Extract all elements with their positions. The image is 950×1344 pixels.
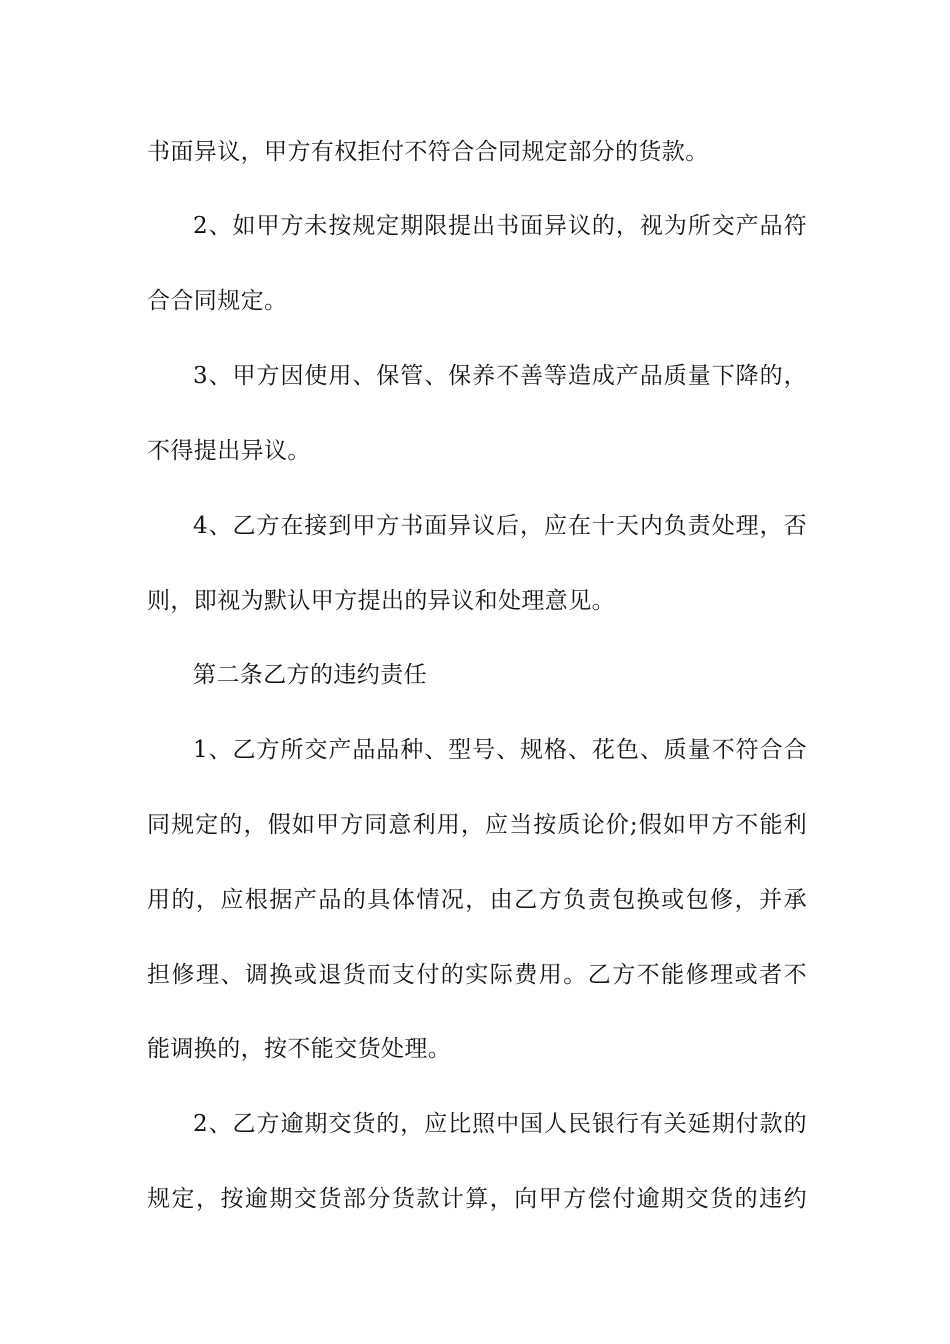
text-line: 担修理、调换或退货而支付的实际费用。乙方不能修理或者不	[147, 962, 807, 988]
section-heading: 第二条乙方的违约责任	[193, 662, 427, 688]
text-line: 则，即视为默认甲方提出的异议和处理意见。	[147, 588, 615, 614]
text-line: 能调换的，按不能交货处理。	[147, 1036, 452, 1062]
text-line: 2、如甲方未按规定期限提出书面异议的，视为所交产品符	[193, 213, 807, 239]
text-line: 同规定的，假如甲方同意利用，应当按质论价;假如甲方不能利	[147, 812, 807, 838]
text-line: 2、乙方逾期交货的，应比照中国人民银行有关延期付款的	[193, 1111, 807, 1137]
text-line: 用的，应根据产品的具体情况，由乙方负责包换或包修，并承	[147, 887, 807, 913]
text-line: 1、乙方所交产品品种、型号、规格、花色、质量不符合合	[193, 737, 807, 763]
text-line: 4、乙方在接到甲方书面异议后，应在十天内负责处理，否	[193, 513, 807, 539]
text-line: 3、甲方因使用、保管、保养不善等造成产品质量下降的，	[193, 363, 807, 389]
text-line: 合合同规定。	[147, 288, 288, 314]
text-line: 不得提出异议。	[147, 438, 311, 464]
text-line: 书面异议，甲方有权拒付不符合合同规定部分的货款。	[147, 139, 709, 165]
text-line: 规定，按逾期交货部分货款计算，向甲方偿付逾期交货的违约	[147, 1186, 807, 1212]
